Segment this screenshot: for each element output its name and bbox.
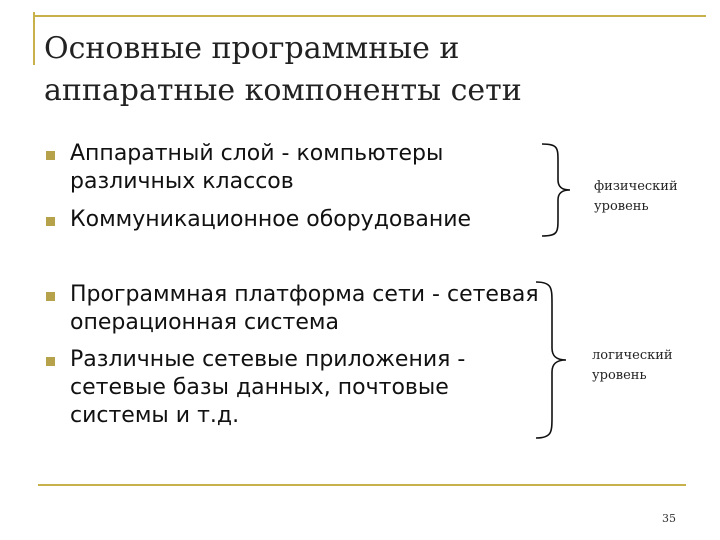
- list-item-line: Программная платформа сети - сетевая: [70, 282, 539, 307]
- group-label: [592, 346, 673, 386]
- title-line: Основные программные и: [44, 31, 460, 66]
- square-bullet-icon: [46, 217, 55, 226]
- list-item-line: сетевые базы данных, почтовые: [70, 375, 449, 400]
- group-label-line: уровень: [594, 199, 649, 214]
- group-label: [594, 177, 678, 217]
- slide-title: [44, 28, 604, 112]
- list-item: [70, 281, 539, 337]
- square-bullet-icon: [46, 151, 55, 160]
- list-item: [70, 346, 465, 430]
- group-label-line: физический: [594, 179, 678, 194]
- square-bullet-icon: [46, 292, 55, 301]
- list-item-line: Коммуникационное оборудование: [70, 207, 472, 232]
- title-line: аппаратные компоненты сети: [44, 73, 522, 108]
- list-item-line: системы и т.д.: [70, 403, 240, 428]
- right-curly-brace-icon: [536, 140, 576, 240]
- list-item-line: Различные сетевые приложения -: [70, 347, 466, 372]
- right-curly-brace-icon: [530, 278, 574, 442]
- list-item-line: операционная система: [70, 310, 339, 335]
- page-number: 35: [662, 512, 676, 525]
- decorative-bottom-line: [38, 484, 686, 486]
- list-item: [70, 140, 443, 196]
- list-item-line: различных классов: [70, 169, 294, 194]
- list-item: [70, 206, 471, 234]
- list-item-line: Аппаратный слой - компьютеры: [70, 141, 444, 166]
- group-label-line: логический: [592, 348, 673, 363]
- group-label-line: уровень: [592, 368, 647, 383]
- square-bullet-icon: [46, 357, 55, 366]
- decorative-top-line: [33, 15, 706, 17]
- decorative-vertical-line: [33, 12, 35, 65]
